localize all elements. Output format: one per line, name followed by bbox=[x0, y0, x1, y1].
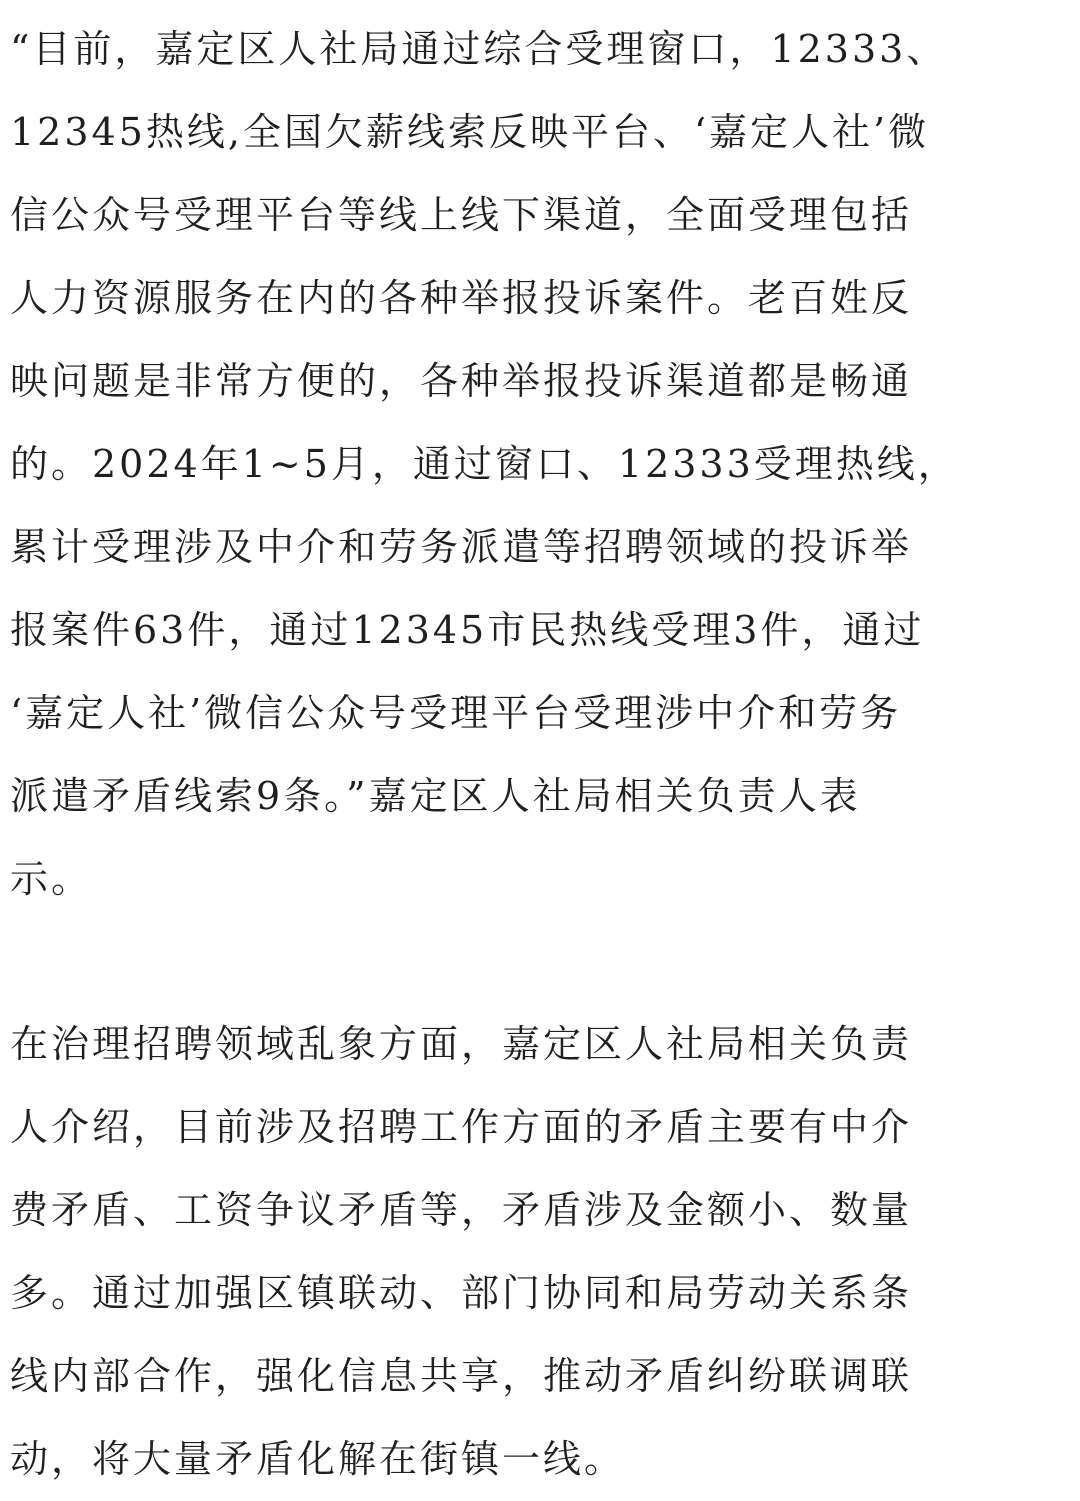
text-line: 派遣矛盾线索9条。”嘉定区人社局相关负责人表 bbox=[10, 774, 861, 818]
text-line: 映问题是非常方便的，各种举报投诉渠道都是畅通 bbox=[10, 359, 913, 403]
text-line: 示。 bbox=[10, 857, 93, 901]
text-line: 累计受理涉及中介和劳务派遣等招聘领域的投诉举 bbox=[10, 525, 913, 569]
text-line: 人力资源服务在内的各种举报投诉案件。老百姓反 bbox=[10, 276, 913, 320]
text-line: ‘嘉定人社’微信公众号受理平台受理涉中介和劳务 bbox=[10, 691, 902, 735]
text-line: 线内部合作，强化信息共享，推动矛盾纠纷联调联 bbox=[10, 1354, 913, 1398]
text-line: 报案件63件，通过12345市民热线受理3件，通过 bbox=[10, 608, 925, 652]
paragraph-spacer bbox=[10, 921, 1070, 1003]
text-line: 费矛盾、工资争议矛盾等，矛盾涉及金额小、数量 bbox=[10, 1188, 913, 1232]
article-paragraph-2 bbox=[10, 1003, 1070, 1501]
text-line: 动，将大量矛盾化解在街镇一线。 bbox=[10, 1437, 626, 1481]
article-paragraph-1 bbox=[10, 8, 1070, 921]
text-line: 的。2024年1~5月，通过窗口、12333受理热线， bbox=[10, 442, 959, 486]
text-line: 在治理招聘领域乱象方面，嘉定区人社局相关负责 bbox=[10, 1022, 913, 1066]
text-line: 多。通过加强区镇联动、部门协同和局劳动关系条 bbox=[10, 1271, 913, 1315]
text-line: 人介绍，目前涉及招聘工作方面的矛盾主要有中介 bbox=[10, 1105, 913, 1149]
text-line: 信公众号受理平台等线上线下渠道，全面受理包括 bbox=[10, 193, 913, 237]
text-line: “目前，嘉定区人社局通过综合受理窗口，12333、 bbox=[10, 27, 948, 71]
text-line: 12345热线,全国欠薪线索反映平台、‘嘉定人社’微 bbox=[10, 110, 930, 154]
